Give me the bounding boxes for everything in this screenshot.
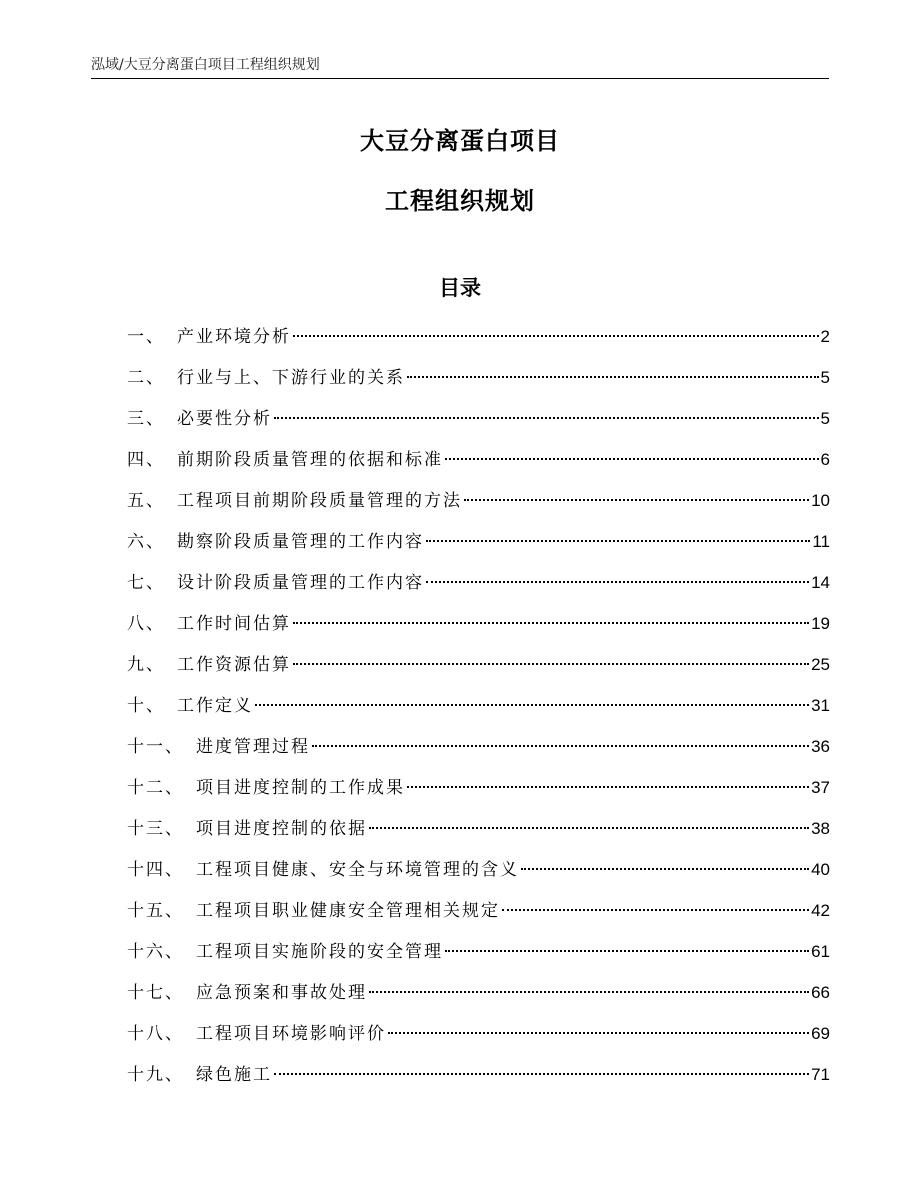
toc-entry[interactable] xyxy=(127,691,830,732)
toc-entry[interactable] xyxy=(127,855,830,896)
toc-dot-leader xyxy=(312,745,809,747)
toc-entry-number: 十八、 xyxy=(127,1024,184,1044)
toc-dot-leader xyxy=(293,622,809,624)
running-header: 泓域/大豆分离蛋白项目工程组织规划 xyxy=(91,57,320,73)
toc-dot-leader xyxy=(502,909,809,911)
toc-entry[interactable] xyxy=(127,1019,830,1060)
toc-dot-leader xyxy=(426,581,809,583)
toc-entry[interactable] xyxy=(127,568,830,609)
toc-entry-number: 十二、 xyxy=(127,778,184,798)
toc-entry-page-number: 31 xyxy=(811,696,830,715)
toc-entry-page-number: 71 xyxy=(811,1065,830,1084)
toc-dot-leader xyxy=(274,1073,809,1075)
toc-dot-leader xyxy=(426,540,810,542)
toc-dot-leader xyxy=(293,335,819,337)
toc-entry-title: 设计阶段质量管理的工作内容 xyxy=(177,573,424,593)
toc-dot-leader xyxy=(293,663,809,665)
toc-dot-leader xyxy=(445,950,809,952)
toc-dot-leader xyxy=(464,499,809,501)
toc-entry-title: 应急预案和事故处理 xyxy=(196,983,367,1003)
toc-entry[interactable] xyxy=(127,527,830,568)
toc-entry-number: 五、 xyxy=(127,491,165,511)
toc-entry-number: 一、 xyxy=(127,327,165,347)
toc-entry[interactable] xyxy=(127,896,830,937)
toc-entry-number: 二、 xyxy=(127,368,165,388)
toc-dot-leader xyxy=(274,417,819,419)
toc-entry[interactable] xyxy=(127,937,830,978)
toc-entry-page-number: 42 xyxy=(811,901,830,920)
toc-entry-page-number: 37 xyxy=(811,778,830,797)
toc-entry-number: 七、 xyxy=(127,573,165,593)
toc-entry-number: 十五、 xyxy=(127,901,184,921)
toc-dot-leader xyxy=(407,786,809,788)
toc-dot-leader xyxy=(369,827,809,829)
toc-entry-page-number: 40 xyxy=(811,860,830,879)
toc-entry-title: 勘察阶段质量管理的工作内容 xyxy=(177,532,424,552)
table-of-contents xyxy=(127,322,830,1101)
toc-entry-title: 进度管理过程 xyxy=(196,737,310,757)
toc-entry-number: 八、 xyxy=(127,614,165,634)
toc-entry-number: 十一、 xyxy=(127,737,184,757)
toc-entry-page-number: 61 xyxy=(811,942,830,961)
toc-entry-title: 产业环境分析 xyxy=(177,327,291,347)
toc-entry-title: 工程项目前期阶段质量管理的方法 xyxy=(177,491,462,511)
toc-entry-number: 十四、 xyxy=(127,860,184,880)
toc-entry-page-number: 69 xyxy=(811,1024,830,1043)
toc-entry-page-number: 2 xyxy=(820,327,830,346)
toc-entry-title: 工程项目环境影响评价 xyxy=(196,1024,386,1044)
toc-entry-title: 工作资源估算 xyxy=(177,655,291,675)
toc-entry-number: 十、 xyxy=(127,696,165,716)
toc-entry-title: 行业与上、下游行业的关系 xyxy=(177,368,405,388)
toc-dot-leader xyxy=(445,458,819,460)
toc-entry-title: 工程项目职业健康安全管理相关规定 xyxy=(196,901,500,921)
toc-entry[interactable] xyxy=(127,650,830,691)
toc-dot-leader xyxy=(369,991,809,993)
toc-entry[interactable] xyxy=(127,404,830,445)
toc-entry-title: 必要性分析 xyxy=(177,409,272,429)
toc-entry-page-number: 14 xyxy=(811,573,830,592)
toc-dot-leader xyxy=(255,704,809,706)
toc-entry[interactable] xyxy=(127,732,830,773)
toc-entry-page-number: 36 xyxy=(811,737,830,756)
toc-entry-title: 绿色施工 xyxy=(196,1065,272,1085)
toc-entry-page-number: 5 xyxy=(820,409,830,428)
toc-entry[interactable] xyxy=(127,486,830,527)
toc-dot-leader xyxy=(388,1032,809,1034)
toc-entry-page-number: 66 xyxy=(811,983,830,1002)
toc-entry-title: 工程项目实施阶段的安全管理 xyxy=(196,942,443,962)
toc-entry-number: 十三、 xyxy=(127,819,184,839)
toc-entry[interactable] xyxy=(127,978,830,1019)
toc-entry[interactable] xyxy=(127,445,830,486)
document-title: 大豆分离蛋白项目 xyxy=(360,127,560,155)
toc-entry-title: 工程项目健康、安全与环境管理的含义 xyxy=(196,860,519,880)
toc-dot-leader xyxy=(521,868,809,870)
toc-entry-title: 项目进度控制的工作成果 xyxy=(196,778,405,798)
toc-entry-number: 三、 xyxy=(127,409,165,429)
toc-entry-number: 十六、 xyxy=(127,942,184,962)
toc-entry-page-number: 19 xyxy=(811,614,830,633)
toc-entry-page-number: 25 xyxy=(811,655,830,674)
toc-entry-title: 前期阶段质量管理的依据和标准 xyxy=(177,450,443,470)
toc-entry-number: 十七、 xyxy=(127,983,184,1003)
toc-entry-page-number: 5 xyxy=(820,368,830,387)
toc-entry-number: 六、 xyxy=(127,532,165,552)
toc-entry[interactable] xyxy=(127,322,830,363)
toc-entry-title: 工作定义 xyxy=(177,696,253,716)
toc-entry-page-number: 10 xyxy=(811,491,830,510)
toc-entry-number: 十九、 xyxy=(127,1065,184,1085)
toc-entry[interactable] xyxy=(127,609,830,650)
toc-entry[interactable] xyxy=(127,363,830,404)
toc-entry[interactable] xyxy=(127,773,830,814)
toc-entry-number: 四、 xyxy=(127,450,165,470)
toc-entry-title: 工作时间估算 xyxy=(177,614,291,634)
toc-dot-leader xyxy=(407,376,819,378)
toc-entry-page-number: 11 xyxy=(812,532,830,551)
toc-entry-title: 项目进度控制的依据 xyxy=(196,819,367,839)
toc-entry-page-number: 6 xyxy=(820,450,830,469)
toc-entry-number: 九、 xyxy=(127,655,165,675)
header-divider xyxy=(91,78,829,79)
toc-entry[interactable] xyxy=(127,1060,830,1101)
document-subtitle: 工程组织规划 xyxy=(385,187,535,215)
toc-entry[interactable] xyxy=(127,814,830,855)
toc-entry-page-number: 38 xyxy=(811,819,830,838)
toc-heading: 目录 xyxy=(439,276,481,300)
